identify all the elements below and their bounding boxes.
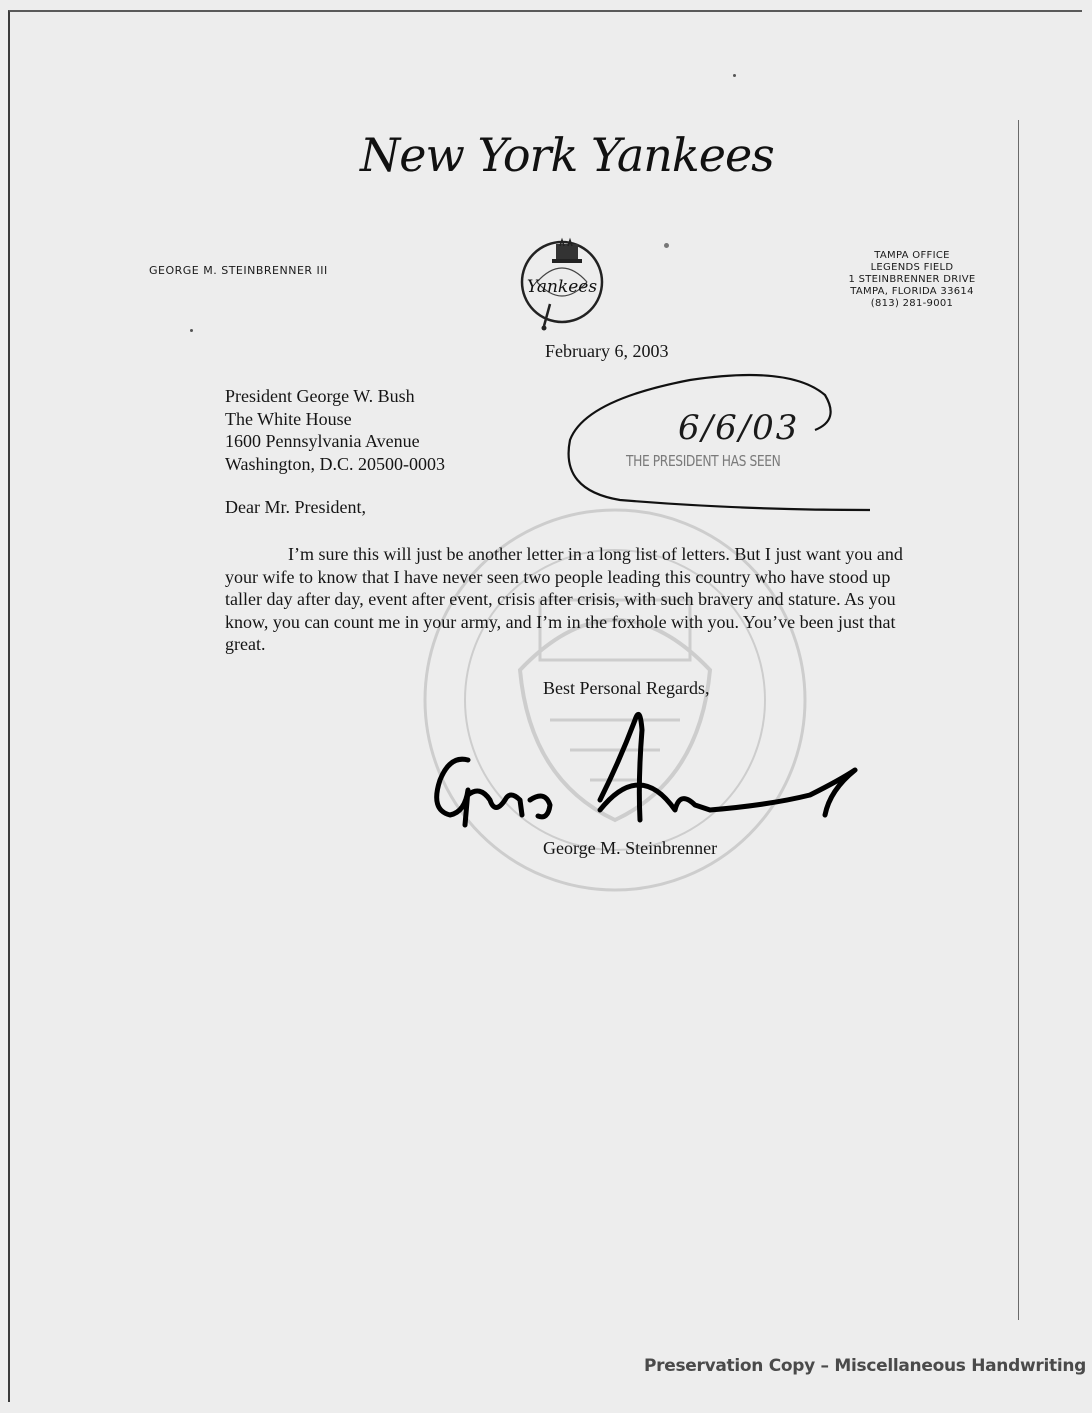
address-line: 1600 Pennsylvania Avenue [225, 431, 420, 451]
letter-date: February 6, 2003 [545, 341, 669, 361]
address-line: President George W. Bush [225, 386, 415, 406]
office-line: TAMPA OFFICE [874, 250, 950, 261]
scan-speck [664, 243, 669, 248]
office-line: (813) 281-9001 [870, 298, 954, 309]
president-has-seen-stamp: THE PRESIDENT HAS SEEN [626, 452, 781, 470]
address-line: The White House [225, 408, 352, 429]
scan-speck [733, 74, 736, 77]
margin-rule [1018, 120, 1019, 1320]
office-line: LEGENDS FIELD [870, 262, 954, 273]
closing: Best Personal Regards, [543, 678, 710, 698]
team-name: New York Yankees [360, 128, 774, 182]
preservation-footer: Preservation Copy – Miscellaneous Handwriting [644, 1356, 1087, 1376]
signature [410, 700, 870, 840]
office-line: 1 STEINBRENNER DRIVE [848, 274, 976, 285]
yankees-logo [512, 234, 612, 334]
salutation: Dear Mr. President, [225, 497, 366, 517]
letter-body: I’m sure this will just be another letter in a long list of letters. But I just want you and your wife to know that I have never seen two people leading this country who have stood up taller day after day, event after event, crisis after crisis, with such bravery and stature. As you know, you can count me in your army, and I’m in the foxhole with you. You’ve been just that great. [225, 544, 903, 655]
letterhead-title [360, 128, 780, 208]
logo-script: Yankees [526, 277, 598, 297]
scan-speck [190, 329, 193, 332]
office-line: TAMPA, FLORIDA 33614 [850, 286, 974, 297]
handwritten-date: 6/6/03 [678, 408, 800, 448]
recipient-address [225, 385, 445, 475]
office-address [838, 250, 986, 310]
signature-name: George M. Steinbrenner [543, 838, 718, 858]
owner-name: GEORGE M. STEINBRENNER III [149, 264, 328, 277]
address-line: Washington, D.C. 20500-0003 [225, 453, 446, 474]
